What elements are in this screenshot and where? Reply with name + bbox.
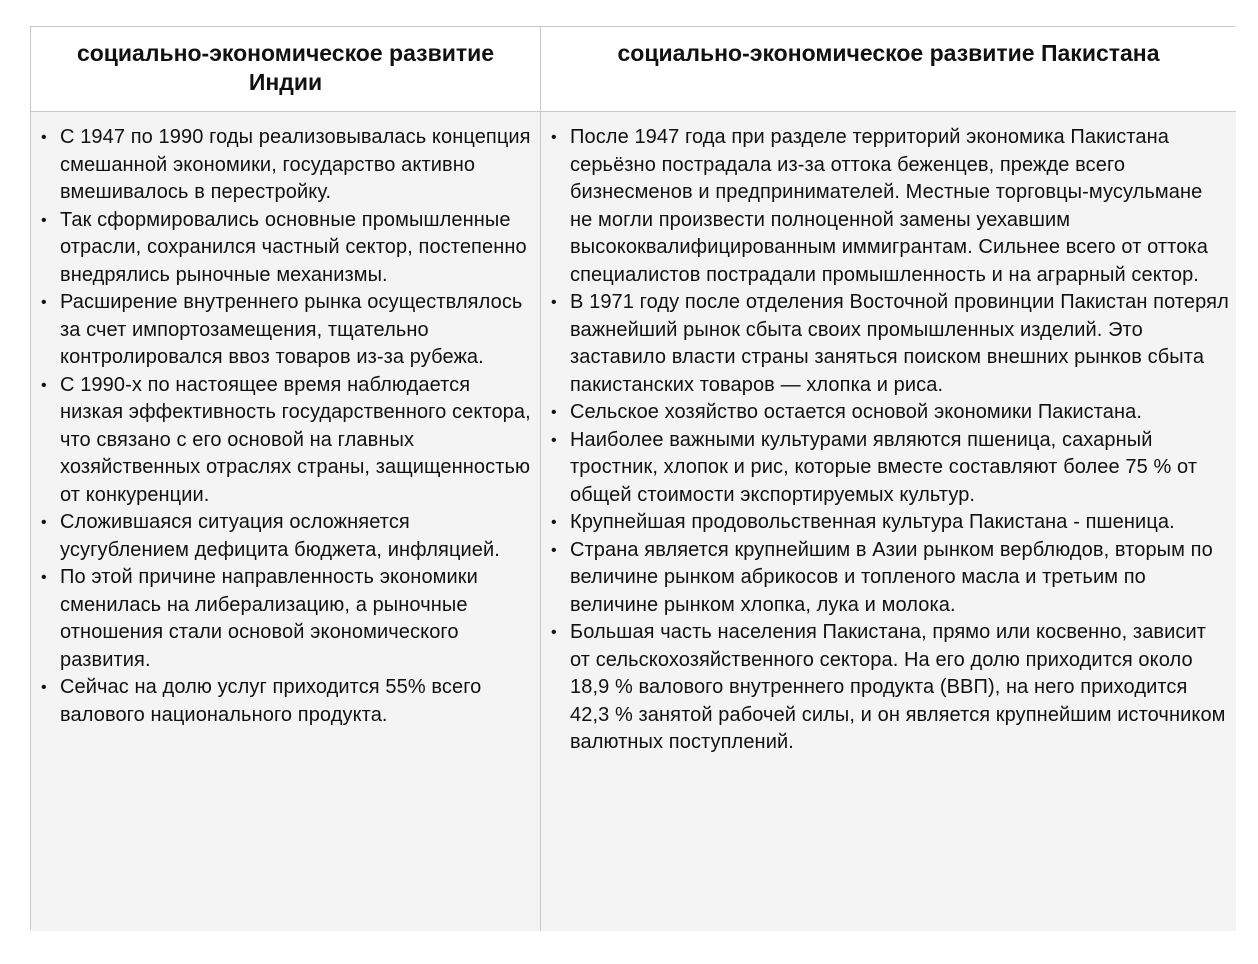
india-list bbox=[39, 124, 534, 729]
list-item-text: После 1947 года при разделе территорий экономика Пакистана серьёзно пострадала из-за оттока беженцев, прежде всего бизнесменов и предпринимателей. Местные торговцы-мусульмане не могли произвести полноценной замены уехавшим высококвалифицированным иммигрантам. Сильнее всего от оттока специалистов пострадали промышленность и на аграрный сектор. bbox=[570, 126, 1208, 286]
list-item-text: Сейчас на долю услуг приходится 55% всего валового национального продукта. bbox=[60, 676, 482, 726]
list-item: • После 1947 года при разделе территорий экономика Пакистана серьёзно пострадала из-за оттока беженцев, прежде всего бизнесменов и предпринимателей. Местные торговцы-мусульмане не могли произвести полноценной замены уехавшим высококвалифицированным иммигрантам. Сильнее всего от оттока специалистов пострадали промышленность и на аграрный сектор. bbox=[551, 126, 1208, 286]
list-item: • Сельское хозяйство остается основой экономики Пакистана. bbox=[551, 401, 1143, 423]
list-item-text: Крупнейшая продовольственная культура Пакистана - пшеница. bbox=[570, 511, 1175, 533]
list-item-text: С 1947 по 1990 годы реализовывалась концепция смешанной экономики, государство активно вмешивалось в перестройку. bbox=[60, 126, 531, 203]
list-item-text: Сложившаяся ситуация осложняется усугублением дефицита бюджета, инфляцией. bbox=[60, 511, 500, 561]
list-item: • Крупнейшая продовольственная культура Пакистана - пшеница. bbox=[551, 511, 1175, 533]
list-item: • Так сформировались основные промышленные отрасли, сохранился частный сектор, постепенно внедрялись рыночные механизмы. bbox=[41, 208, 527, 286]
list-item: • Сейчас на долю услуг приходится 55% всего валового национального продукта. bbox=[41, 676, 482, 726]
list-item: • В 1971 году после отделения Восточной провинции Пакистан потерял важнейший рынок сбыта своих промышленных изделий. Это заставило власти страны заняться поиском внешних рынков сбыта пакистанских товаров — хлопка и риса. bbox=[551, 291, 1229, 396]
list-item-text: В 1971 году после отделения Восточной провинции Пакистан потерял важнейший рынок сбыта своих промышленных изделий. Это заставило власти страны заняться поиском внешних рынков сбыта пакистанских товаров — хлопка и риса. bbox=[570, 291, 1229, 396]
list-item: • Большая часть населения Пакистана, прямо или косвенно, зависит от сельскохозяйственного сектора. На его долю приходится около 18,9 % валового внутреннего продукта (ВВП), на него приходится 42,3 % занятой рабочей силы, и он является крупнейшим источником валютных поступлений. bbox=[551, 621, 1226, 753]
list-item-text: Сельское хозяйство остается основой экономики Пакистана. bbox=[570, 401, 1143, 423]
list-item-text: С 1990-х по настоящее время наблюдается низкая эффективность государственного сектора, что связано с его основой на главных хозяйственных отраслях страны, защищенностью от конкуренции. bbox=[60, 373, 531, 506]
list-item: • С 1990-х по настоящее время наблюдается низкая эффективность государственного сектора, что связано с его основой на главных хозяйственных отраслях страны, защищенностью от конкуренции. bbox=[41, 373, 531, 506]
header-pakistan: социально-экономическое развитие Пакистана bbox=[541, 27, 1236, 112]
list-item-text: Расширение внутреннего рынка осуществлялось за счет импортозамещения, тщательно контролировался ввоз товаров из-за рубежа. bbox=[60, 291, 523, 368]
list-item: • Расширение внутреннего рынка осуществлялось за счет импортозамещения, тщательно контролировался ввоз товаров из-за рубежа. bbox=[41, 291, 523, 368]
list-item-text: По этой причине направленность экономики сменилась на либерализацию, а рыночные отношения стали основой экономического развития. bbox=[60, 566, 478, 671]
list-item-text: Большая часть населения Пакистана, прямо или косвенно, зависит от сельскохозяйственного сектора. На его долю приходится около 18,9 % валового внутреннего продукта (ВВП), на него приходится 42,3 % занятой рабочей силы, и он является крупнейшим источником валютных поступлений. bbox=[570, 621, 1226, 753]
pakistan-list bbox=[549, 124, 1230, 757]
cell-india bbox=[31, 112, 541, 931]
list-item: • Наиболее важными культурами являются пшеница, сахарный тростник, хлопок и рис, которые вместе составляют более 75 % от общей стоимости экспортируемых культур. bbox=[551, 428, 1198, 506]
list-item-text: Страна является крупнейшим в Азии рынком верблюдов, вторым по величине рынком абрикосов и топленого масла и третьим по величине рынком хлопка, лука и молока. bbox=[570, 538, 1213, 616]
header-india: социально-экономическое развитие Индии bbox=[31, 27, 541, 112]
cell-pakistan bbox=[541, 112, 1236, 931]
list-item: • С 1947 по 1990 годы реализовывалась концепция смешанной экономики, государство активно вмешивалось в перестройку. bbox=[41, 126, 531, 203]
list-item-text: Наиболее важными культурами являются пшеница, сахарный тростник, хлопок и рис, которые вместе составляют более 75 % от общей стоимости экспортируемых культур. bbox=[570, 428, 1198, 506]
list-item-text: Так сформировались основные промышленные отрасли, сохранился частный сектор, постепенно внедрялись рыночные механизмы. bbox=[60, 208, 527, 286]
list-item: • По этой причине направленность экономики сменилась на либерализацию, а рыночные отношения стали основой экономического развития. bbox=[41, 566, 478, 671]
list-item: • Сложившаяся ситуация осложняется усугублением дефицита бюджета, инфляцией. bbox=[41, 511, 500, 561]
comparison-table bbox=[30, 26, 1235, 930]
list-item: • Страна является крупнейшим в Азии рынком верблюдов, вторым по величине рынком абрикосов и топленого масла и третьим по величине рынком хлопка, лука и молока. bbox=[551, 538, 1213, 616]
